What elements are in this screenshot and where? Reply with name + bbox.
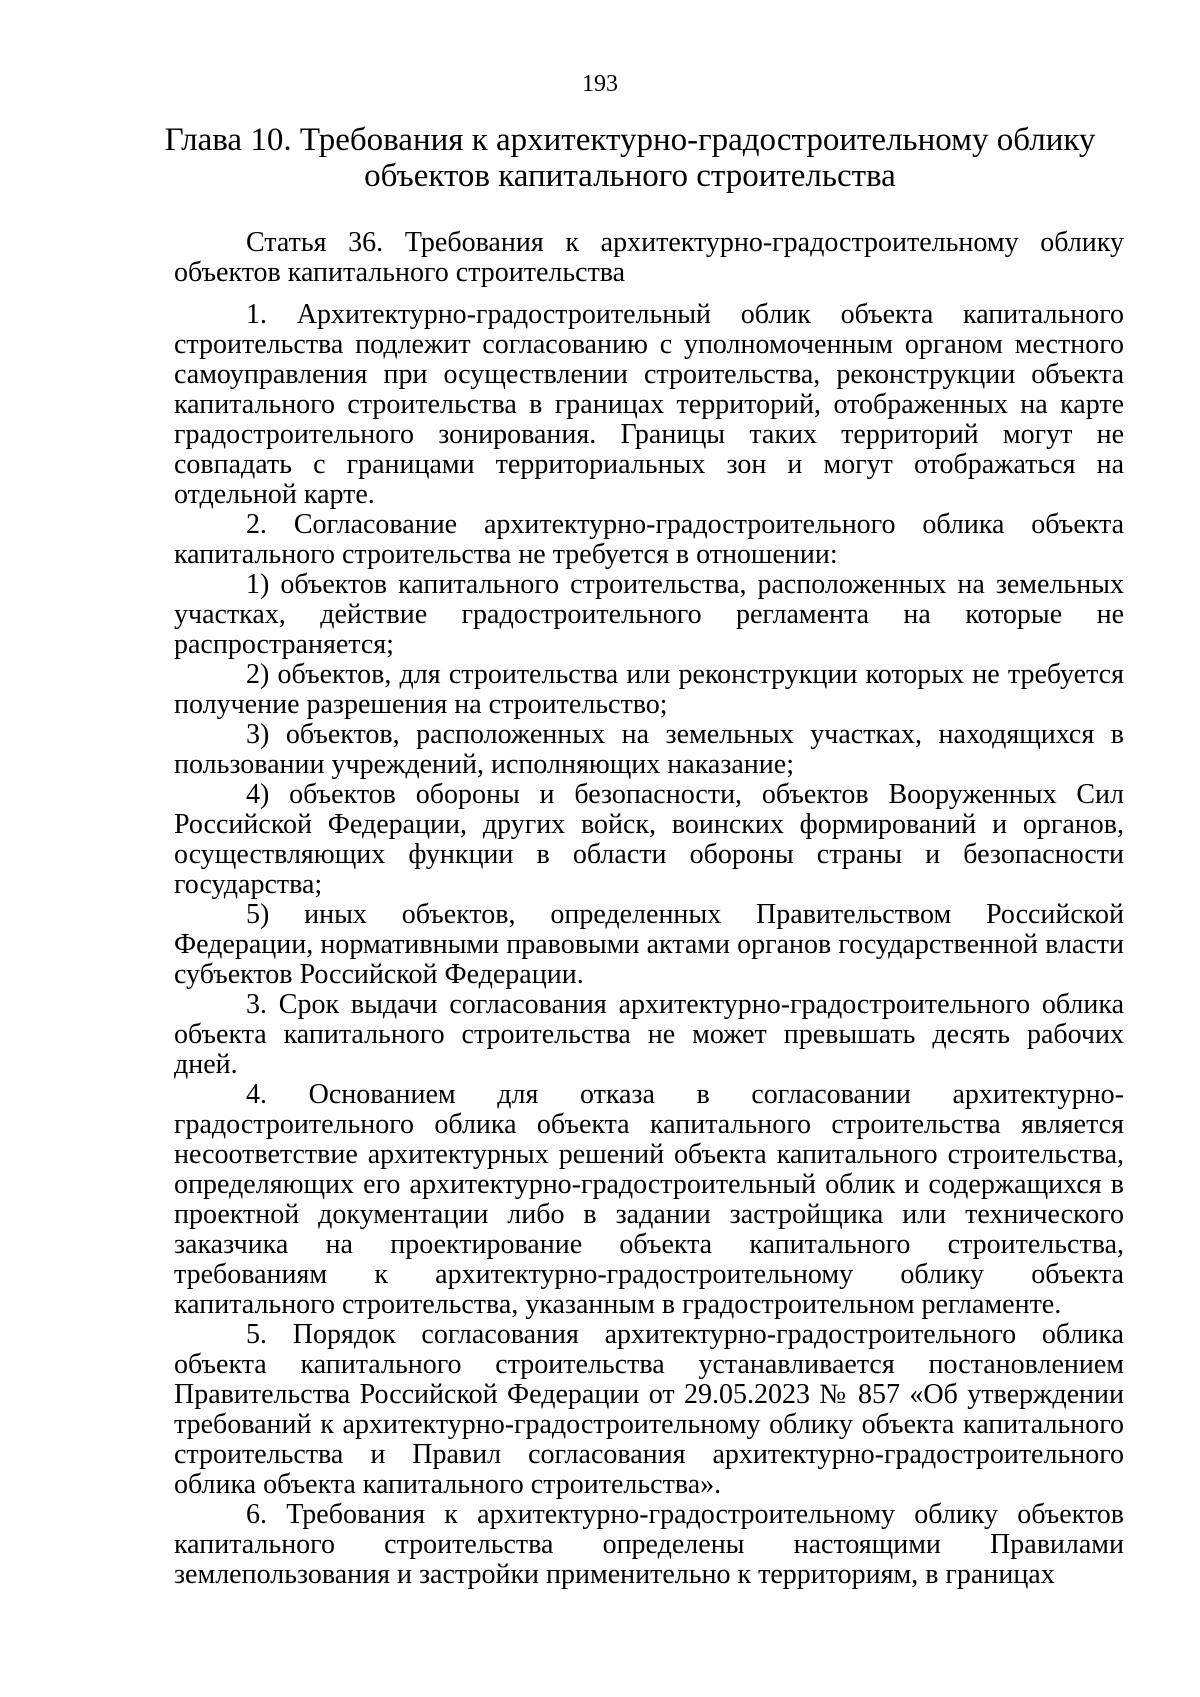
paragraph-2-item-2: 2) объектов, для строительства или реконструкции которых не требуется получение разрешения на строительство; xyxy=(174,659,1124,720)
page-number: 193 xyxy=(582,71,618,97)
paragraph-4: 4. Основанием для отказа в согласовании архитектурно-градостроительного облика объекта капитального строительства является несоответствие архитектурных решений объекта капитального строительства, определяющих его архитектурно-градостроительный облик и содержащихся в проектной документации либо в задании застройщика или технического заказчика на проектирование объекта капитального строительства, требованиям к архитектурно-градостроительному облику объекта капитального строительства, указанным в градостроительном регламенте. xyxy=(174,1079,1124,1320)
paragraph-3: 3. Срок выдачи согласования архитектурно-градостроительного облика объекта капитального строительства не может превышать десять рабочих дней. xyxy=(174,989,1124,1080)
paragraph-2-item-4: 4) объектов обороны и безопасности, объектов Вооруженных Сил Российской Федерации, других войск, воинских формирований и органов, осуществляющих функции в области обороны страны и безопасности государства; xyxy=(174,779,1124,900)
chapter-title: Глава 10. Требования к архитектурно-градостроительному облику объектов капитального строительства xyxy=(164,122,1096,194)
paragraph-2: 2. Согласование архитектурно-градостроительного облика объекта капитального строительства не требуется в отношении: xyxy=(174,509,1124,570)
paragraph-2-item-5: 5) иных объектов, определенных Правительством Российской Федерации, нормативными правовыми актами органов государственной власти субъектов Российской Федерации. xyxy=(174,899,1124,990)
document-body xyxy=(174,228,1124,1590)
paragraph-5: 5. Порядок согласования архитектурно-градостроительного облика объекта капитального строительства устанавливается постановлением Правительства Российской Федерации от 29.05.2023 № 857 «Об утверждении требований к архитектурно-градостроительному облику объекта капитального строительства и Правил согласования архитектурно-градостроительного облика объекта капитального строительства». xyxy=(174,1319,1124,1500)
article-title: Статья 36. Требования к архитектурно-градостроительному облику объектов капитального строительства xyxy=(174,227,1124,288)
paragraph-2-item-3: 3) объектов, расположенных на земельных участках, находящихся в пользовании учреждений, исполняющих наказание; xyxy=(174,719,1124,780)
paragraph-2-item-1: 1) объектов капитального строительства, расположенных на земельных участках, действие градостроительного регламента на которые не распространяется; xyxy=(174,569,1124,660)
paragraph-1: 1. Архитектурно-градостроительный облик объекта капитального строительства подлежит согласованию с уполномоченным органом местного самоуправления при осуществлении строительства, реконструкции объекта капитального строительства в границах территорий, отображенных на карте градостроительного зонирования. Границы таких территорий могут не совпадать с границами территориальных зон и могут отображаться на отдельной карте. xyxy=(174,299,1124,510)
paragraph-6: 6. Требования к архитектурно-градостроительному облику объектов капитального строительства определены настоящими Правилами землепользования и застройки применительно к территориям, в границах xyxy=(174,1499,1124,1590)
